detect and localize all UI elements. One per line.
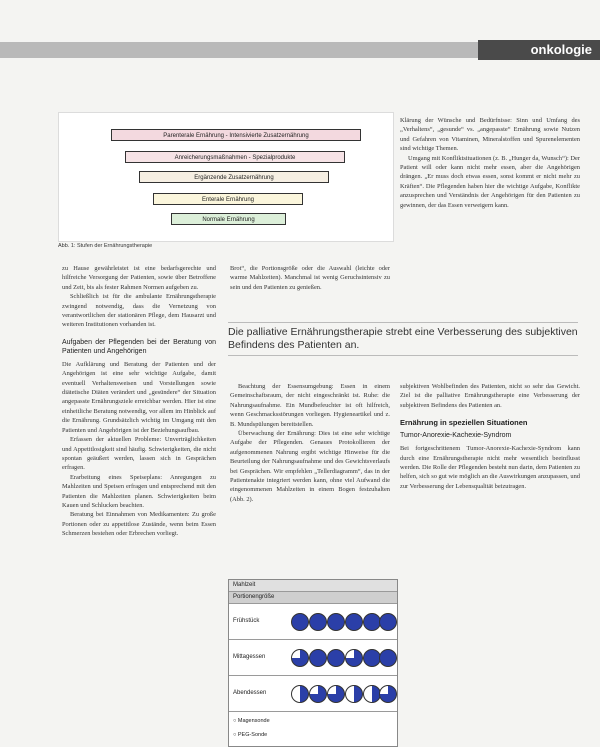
plate-pie — [345, 613, 363, 631]
plate-pie — [379, 685, 397, 703]
plate-pie — [379, 649, 397, 667]
plate-pie — [309, 613, 327, 631]
plate-pie — [291, 613, 309, 631]
legend-item: ○ PEG-Sonde — [233, 732, 268, 738]
right-top-column — [400, 116, 580, 210]
right-top-p1: Klärung der Wünsche und Bedürfnisse: Sinn und Umfang des „Verhaltens“, „gesunde“ vs. „angepasste“ Ernährung sowie Nutzen und Gefahren von Vitaminen, Mineralstoffen und Spurenelementen sind wichtige Themen. — [400, 117, 580, 153]
right-subheading: Tumor-Anorexie-Kachexie-Syndrom — [400, 432, 512, 440]
plate-pie — [345, 685, 363, 703]
diagram-row-header — [229, 580, 397, 592]
middle-bottom-column — [230, 382, 390, 504]
left-p2: Schließlich ist für die ambulante Ernährungstherapie zwingend notwendig, dass die Vernetzung von verantwortlichen der stationären Pflege, dem Hausarzt und weiteren Institutionen vorhanden ist. — [62, 293, 216, 329]
right-top-p2: Umgang mit Konfliktsituationen (z. B. „Hunger da, Wunsch“): Der Patient will oder kann nicht mehr essen, aber die Angehörigen drängen. „Er muss doch etwas essen, sonst kommt er nicht mehr zu Kräften“. Die Pflegenden haben hier die wichtige Aufgabe, Konflikte anzusprechen und Verständnis der Angehörigen für den Patienten zu gewinnen, der das Essen verweigern kann. — [400, 154, 580, 209]
diagram-row-label: Abendessen — [233, 690, 267, 696]
middle-top-column — [230, 264, 390, 292]
plate-pie — [291, 649, 309, 667]
pull-quote: Die palliative Ernährungstherapie strebt eine Verbesserung des subjektiven Befindens des Patienten an. — [228, 322, 578, 356]
left-p4: Erfassen der aktuellen Probleme: Unverträglichkeiten und Appetitlosigkeit sind häufig. Schwierigkeiten, die nicht spontan geäußert werden, lassen sich in Gesprächen erfragen. — [62, 436, 216, 472]
diagram-row-label: Mahlzeit — [233, 582, 256, 588]
left-p1: zu Hause gewährleistet ist eine bedarfsgerechte und hilfreiche Versorgung der Patienten, sowie über Betroffene und Zeit, bis als fester Rahmen Normen aufgeben zu. — [62, 265, 216, 291]
left-subhead: Aufgaben der Pflegenden bei der Beratung von Patienten und Angehörigen — [62, 338, 216, 355]
plate-pie — [327, 649, 345, 667]
legend-label: Magensonde — [237, 718, 270, 724]
left-column — [62, 264, 216, 539]
right-bottom-column — [400, 382, 580, 491]
legend-item: ○ Magensonde — [233, 718, 270, 724]
middle-top-p1: Brot“, die Portionsgröße oder die Auswahl (leichte oder warme Mahlzeiten). Manchmal ist wenig Geruchsintensiv zu sein und den Patienten zu genießen. — [230, 265, 390, 291]
diagram-row-label: Portionengröße — [233, 594, 275, 600]
plate-pie — [327, 613, 345, 631]
section-label: onkologie — [478, 40, 600, 60]
plate-pie — [309, 685, 327, 703]
middle-bottom-p2: Überwachung der Ernährung: Dies ist eine sehr wichtige Aufgabe der Pflegenden. Genaues Protokollieren der aufgenommenen Nahrung ergibt wichtige Hinweise für die Beurteilung der Nahrungsaufnahme und des Gewichtsverlaufs bei Gesprächen. Wir empfehlen „Tellerdiagramm“, das in der Patientenakte integriert werden kann, ohne viel Aufwand die eingenommenen Mahlzeiten in einem Bogen festzuhalten (Abb. 2). — [230, 430, 390, 503]
step-1: Parenterale Ernährung - Intensivierte Zusatzernährung — [111, 129, 361, 141]
plate-pie — [379, 613, 397, 631]
middle-bottom-p1: Beachtung der Essensumgebung: Essen in einem Gemeinschaftsraum, der nicht eingeschränkt ist. Ruhe: die Nahrungsaufnahme. Ein Mundbefeuchter ist oft hilfreich, wenn Geschmacksstörungen vorliegen. Hygieneartikel und z. B. Mundspülungen bereitstellen. — [230, 383, 390, 428]
step-2: Anreicherungsmaßnahmen - Spezialprodukte — [125, 151, 345, 163]
step-5: Normale Ernährung — [171, 213, 286, 225]
plate-diagram — [228, 579, 398, 747]
plate-pie — [327, 685, 345, 703]
left-p6: Beratung bei Einnahmen von Medikamenten: Zu große Portionen oder zu appetitlose Zustände, wenn beim Essen Schmerzen bestehen oder Erbrechen vorliegt. — [62, 511, 216, 538]
step-4: Enterale Ernährung — [153, 193, 303, 205]
left-p5: Erarbeitung eines Speiseplans: Anregungen zu Mahlzeiten und Speisen erfragen und entsprechend mit den Patienten die Mahlzeiten planen. Schwierigkeiten beim Kauen und Schlucken beachten. — [62, 473, 216, 509]
right-bottom-p1: subjektiven Wohlbefinden des Patienten, nicht so sehr das Gewicht. Ziel ist die palliative Ernährungstherapie eine Verbesserung der subjektiven Befindens des Patienten an. — [400, 383, 580, 409]
plate-pie — [291, 685, 309, 703]
step-3: Ergänzende Zusatzernährung — [139, 171, 329, 183]
right-heading: Ernährung in speziellen Situationen — [400, 418, 528, 428]
right-bottom-p2: Bei fortgeschrittenem Tumor-Anorexie-Kachexie-Syndrom kann durch eine Ernährungstherapie nicht mehr wesentlich beeinflusst werden. Die Rolle der Pflegenden besteht nun darin, dem Patienten zu helfen, sich so gut wie möglich an die Auswirkungen anzupassen, und zur Verbesserung der Lebensqualität beizutragen. — [400, 445, 580, 490]
plate-pie — [345, 649, 363, 667]
diagram-row-portion — [229, 592, 397, 604]
figure-steps — [58, 112, 394, 242]
legend-label: PEG-Sonde — [237, 732, 268, 738]
diagram-row-label: Frühstück — [233, 618, 260, 624]
figure-caption: Abb. 1: Stufen der Ernährungstherapie — [58, 243, 153, 249]
diagram-row-label: Mittagessen — [233, 654, 266, 660]
plate-pie — [309, 649, 327, 667]
left-p3: Die Aufklärung und Beratung der Patienten und der Angehörigen ist eine sehr wichtige Aufgabe, damit eventuell Verhaltensweisen und Vorstellungen sowie diätetische Diäten verändert und „gesündere“ der Situation angepasste Ernährungsziele erreichbar werden. Hier ist eine einheitliche Beratung notwendig, vor allem im Hinblick auf die Ernährung. Grundsätzlich wichtig im Umgang mit den Patienten und Angehörigen ist der Beziehungsaufbau. — [62, 360, 216, 434]
